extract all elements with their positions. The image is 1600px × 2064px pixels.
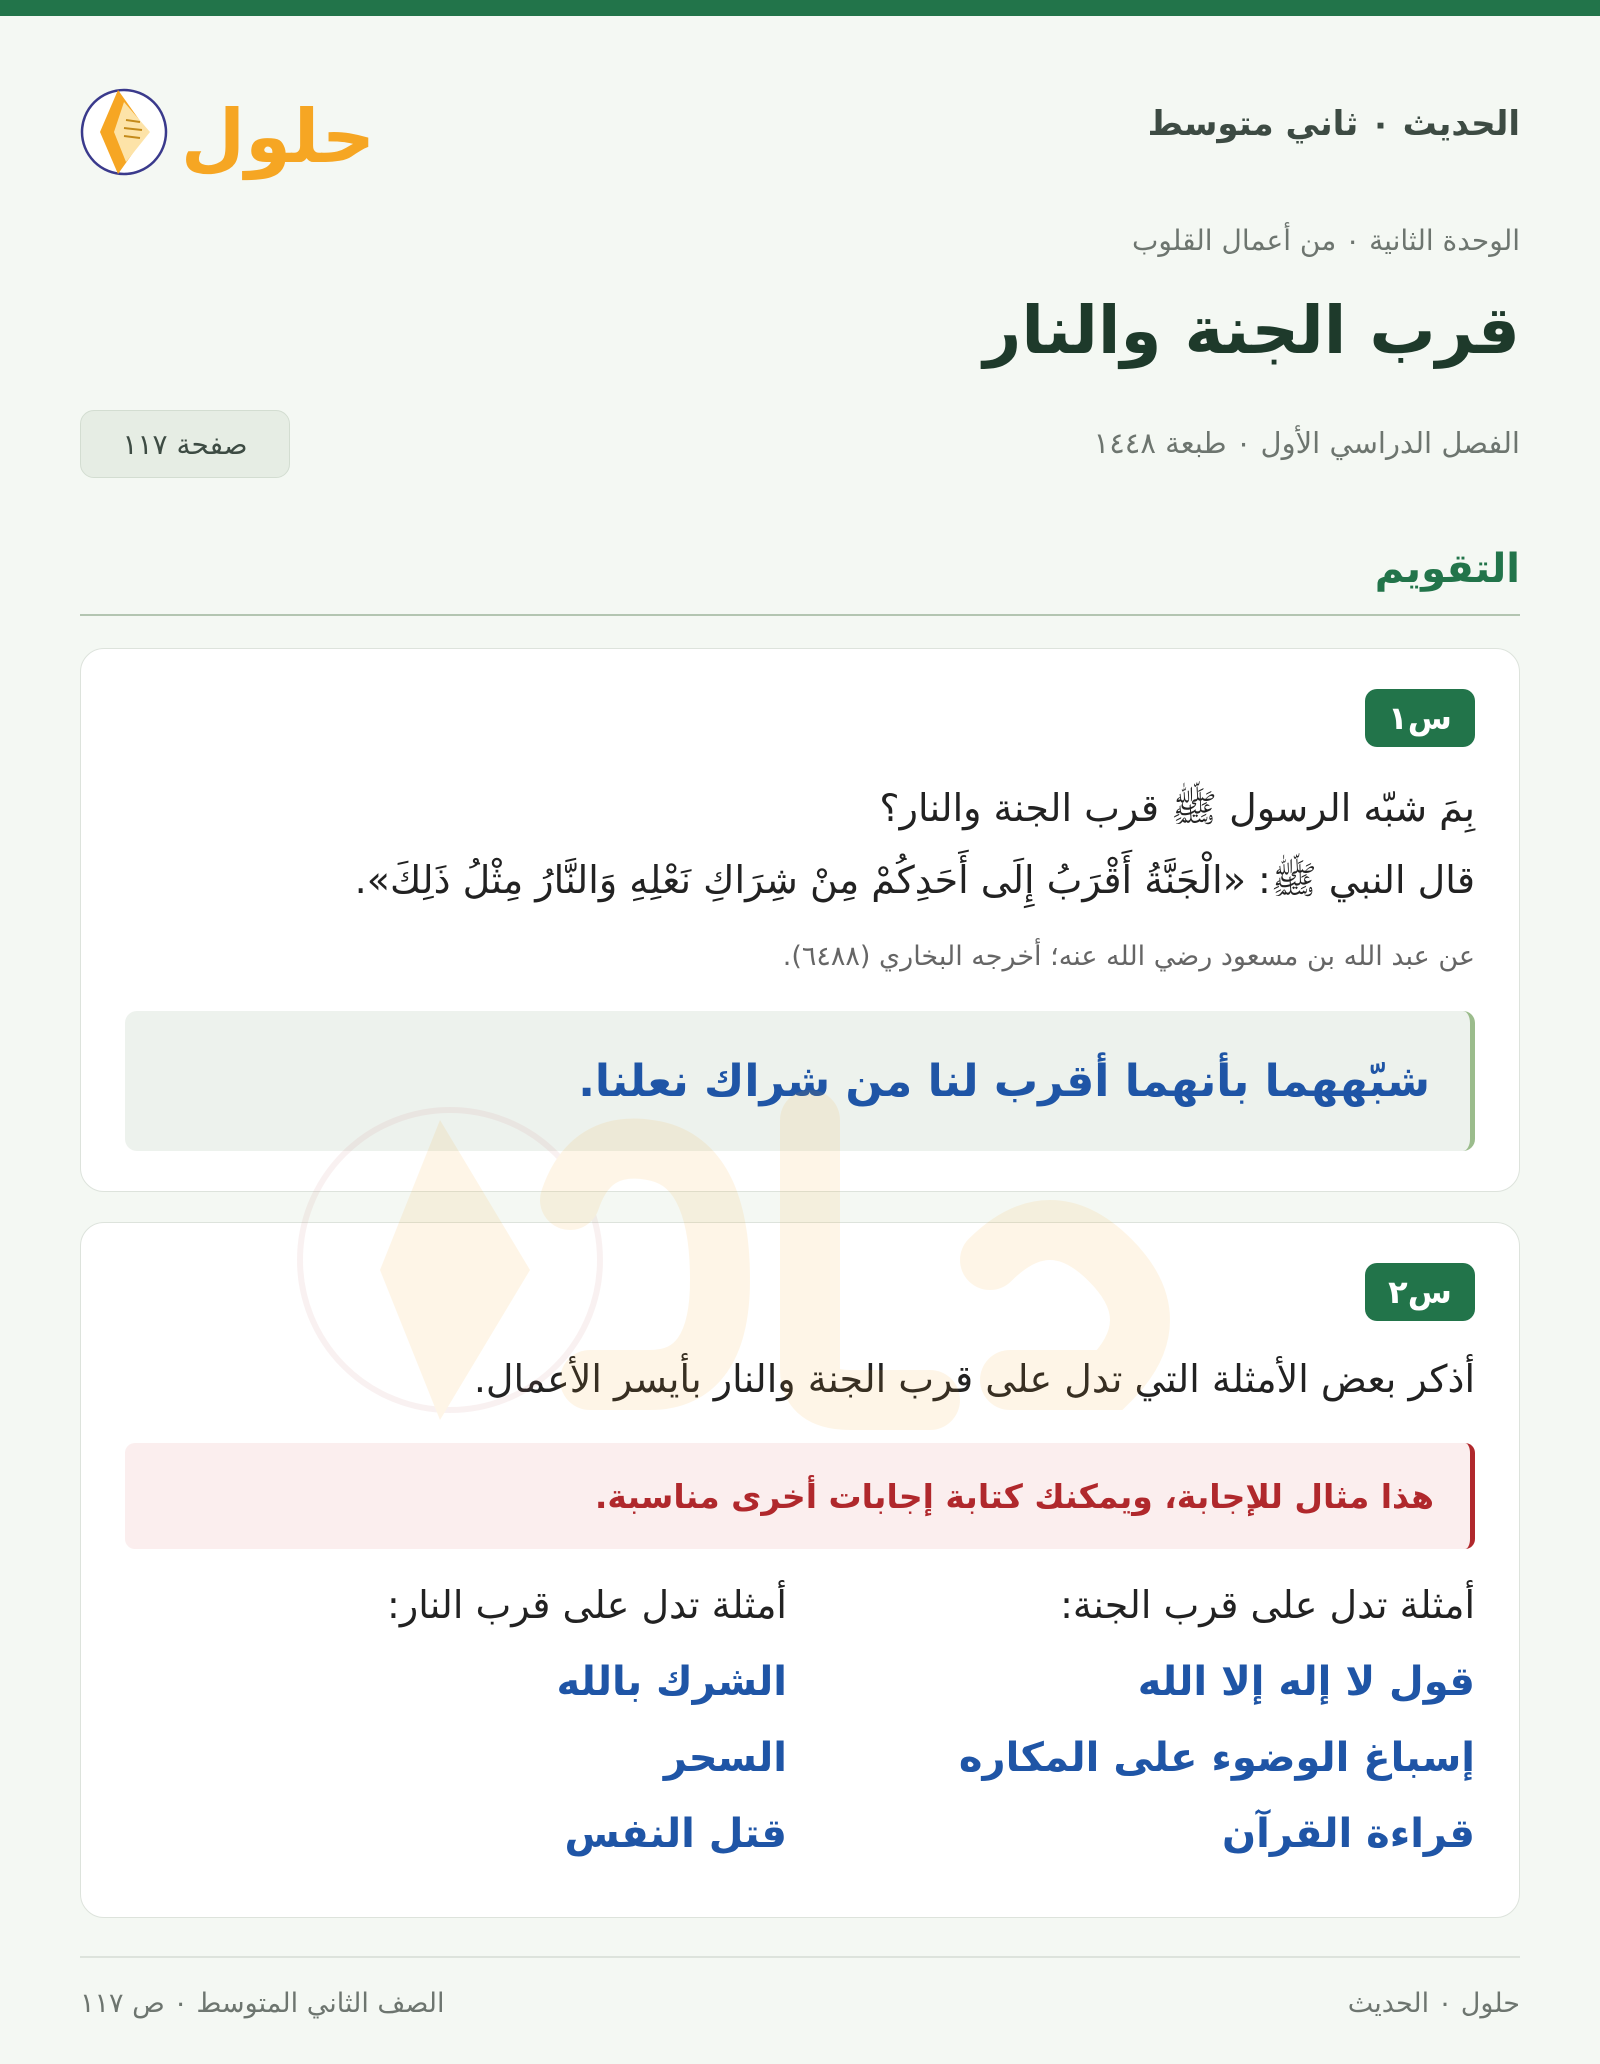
question-badge: س١ <box>1365 689 1475 747</box>
note-box <box>125 1443 1475 1549</box>
page-title: قرب الجنة والنار <box>983 292 1520 369</box>
section-title: التقويم <box>1374 546 1520 592</box>
list-item: إسباغ الوضوء على المكاره <box>958 1735 1475 1781</box>
answer-box <box>125 1011 1475 1151</box>
question-text: بِمَ شبّه الرسول ﷺ قرب الجنة والنار؟ <box>879 786 1475 830</box>
book-logo-icon <box>82 90 166 174</box>
answer-text: شبّههما بأنهما أقرب لنا من شراك نعلنا. <box>578 1055 1430 1107</box>
paradise-heading: أمثلة تدل على قرب الجنة: <box>1060 1583 1475 1627</box>
hadith-reference: عن عبد الله بن مسعود رضي الله عنه؛ أخرجه البخاري (٦٤٨٨). <box>782 941 1475 972</box>
question-card-2 <box>80 1222 1520 1918</box>
question-badge: س٢ <box>1365 1263 1475 1321</box>
question-text: أذكر بعض الأمثلة التي تدل على قرب الجنة والنار بأيسر الأعمال. <box>473 1357 1475 1401</box>
top-accent-bar <box>0 0 1600 16</box>
footer-divider <box>80 1956 1520 1958</box>
section-divider <box>80 614 1520 616</box>
logo-text: حلول <box>180 94 376 180</box>
footer-right: حلول ٠ الحديث <box>1347 1988 1520 2019</box>
paradise-examples <box>855 1583 1475 1887</box>
footer-left: الصف الثاني المتوسط ٠ ص ١١٧ <box>80 1988 445 2019</box>
unit-label: الوحدة الثانية ٠ من أعمال القلوب <box>1132 224 1520 257</box>
list-item: قول لا إله إلا الله <box>1137 1659 1475 1705</box>
fire-heading: أمثلة تدل على قرب النار: <box>387 1583 787 1627</box>
list-item: قتل النفس <box>564 1811 787 1857</box>
fire-examples <box>187 1583 787 1887</box>
semester-label: الفصل الدراسي الأول ٠ طبعة ١٤٤٨ <box>1093 426 1520 460</box>
question-card-1 <box>80 648 1520 1192</box>
list-item: السحر <box>663 1735 787 1781</box>
header-title: الحديث ٠ ثاني متوسط <box>1147 104 1520 144</box>
list-item: الشرك بالله <box>556 1659 787 1705</box>
page-number-badge: صفحة ١١٧ <box>80 410 290 478</box>
hulul-logo[interactable] <box>78 62 378 192</box>
hadith-text: قال النبي ﷺ: «الْجَنَّةُ أَقْرَبُ إِلَى أَحَدِكُمْ مِنْ شِرَاكِ نَعْلِهِ وَالنَّارُ مِثْلُ ذَلِكَ». <box>354 858 1475 902</box>
list-item: قراءة القرآن <box>1221 1811 1475 1857</box>
note-text: هذا مثال للإجابة، ويمكنك كتابة إجابات أخرى مناسبة. <box>594 1476 1434 1516</box>
